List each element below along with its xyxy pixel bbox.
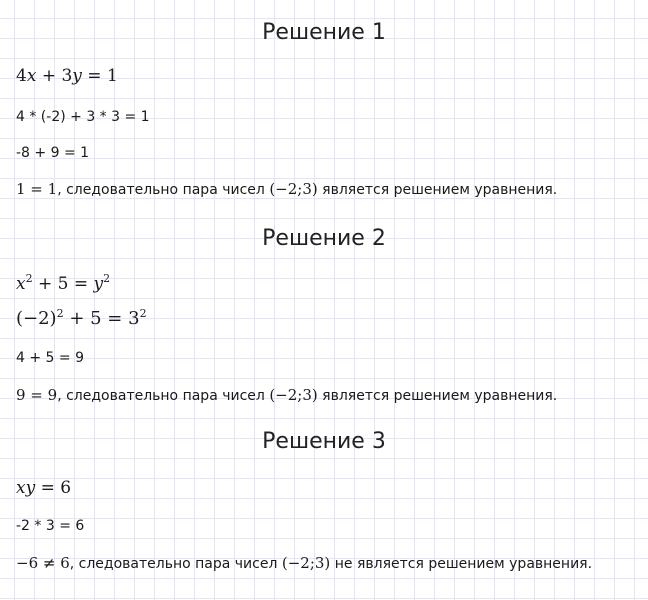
eq2-power-x: 2 bbox=[25, 272, 33, 285]
heading-solution-1: Решение 1 bbox=[262, 20, 386, 45]
conclusion-3-pair: (−2;3) bbox=[281, 554, 331, 572]
conclusion-1-pair: (−2;3) bbox=[269, 180, 318, 198]
heading-solution-3: Решение 3 bbox=[262, 429, 386, 454]
heading-solution-2: Решение 2 bbox=[262, 226, 386, 251]
conclusion-2-value: 9 = 9 bbox=[16, 386, 58, 404]
eq1-coef-a: 4 bbox=[16, 66, 27, 86]
conclusion-3 bbox=[16, 553, 592, 574]
substitution-2 bbox=[16, 309, 147, 329]
eq2-mid: + 5 = bbox=[32, 274, 94, 294]
conclusion-2-tail: является решением уравнения. bbox=[317, 388, 558, 404]
conclusion-1-value: 1 = 1 bbox=[16, 180, 58, 198]
conclusion-1-tail: является решением уравнения. bbox=[317, 182, 558, 198]
eq2-var-y: y bbox=[93, 274, 104, 294]
calculation-1: -8 + 9 = 1 bbox=[16, 145, 90, 161]
conclusion-1-text: , следовательно пара чисел bbox=[57, 182, 270, 198]
conclusion-2 bbox=[16, 385, 557, 406]
conclusion-3-text: , следовательно пара чисел bbox=[69, 556, 282, 572]
eq1-rhs: = 1 bbox=[81, 66, 118, 86]
conclusion-1 bbox=[16, 179, 557, 200]
conclusion-3-value: −6 ≠ 6 bbox=[16, 554, 70, 572]
sub2-power-2: 2 bbox=[139, 307, 147, 320]
eq3-rhs: = 6 bbox=[35, 478, 72, 498]
conclusion-2-pair: (−2;3) bbox=[269, 386, 318, 404]
substitution-3: -2 * 3 = 6 bbox=[16, 518, 85, 534]
sub2-power-1: 2 bbox=[56, 307, 64, 320]
eq3-vars: xy bbox=[16, 478, 36, 498]
sub2-base: (−2) bbox=[16, 308, 57, 329]
conclusion-3-tail: не является решением уравнения. bbox=[330, 556, 593, 572]
sub2-mid: + 5 = 3 bbox=[63, 308, 140, 329]
equation-3 bbox=[16, 478, 71, 498]
eq1-var-y: y bbox=[72, 66, 82, 86]
eq1-coef-b: + 3 bbox=[36, 66, 73, 86]
calculation-2: 4 + 5 = 9 bbox=[16, 350, 84, 366]
eq2-var-x: x bbox=[16, 274, 26, 294]
eq1-var-x: x bbox=[26, 66, 37, 86]
substitution-1: 4 * (-2) + 3 * 3 = 1 bbox=[16, 109, 150, 125]
eq2-power-y: 2 bbox=[103, 272, 111, 285]
conclusion-2-text: , следовательно пара чисел bbox=[57, 388, 270, 404]
equation-1 bbox=[16, 66, 118, 86]
equation-2 bbox=[16, 274, 110, 294]
